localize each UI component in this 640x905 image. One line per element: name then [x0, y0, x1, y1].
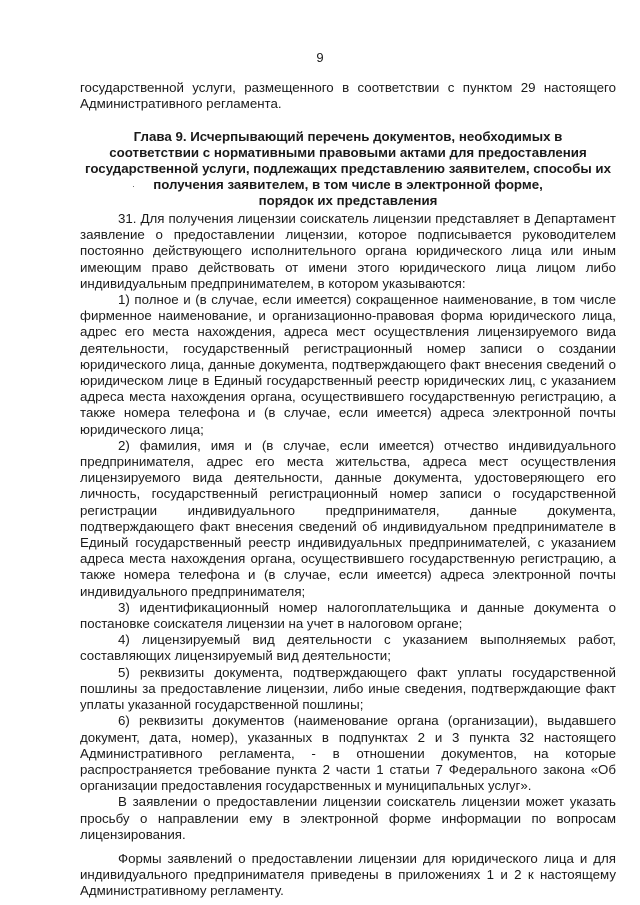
scan-speck: ·: [132, 181, 135, 191]
list-item-3: 3) идентификационный номер налогоплательщика и данные документа о постановке соискателя лицензии на учет в налоговом органе;: [80, 599, 616, 632]
list-item-6: 6) реквизиты документов (наименование органа (организации), выдавшего документ, дата, номер), указанных в подпунктах 2 и 3 пункта 32 настоящего Административного регламента, - в отношении документов, на которые распространяется требование пункта 2 части 1 статьи 7 Федерального закона «Об организации предоставления государственных и муниципальных услуг».: [80, 713, 616, 794]
list-item-5: 5) реквизиты документа, подтверждающего факт уплаты государственной пошлины за предоставление лицензии, либо иные сведения, подтверждающие факт уплаты указанной государственной пошлины;: [80, 664, 616, 713]
page-number: 9: [316, 50, 324, 65]
chapter-heading-line: Глава 9. Исчерпывающий перечень документов, необходимых в: [133, 129, 563, 144]
main-text: [80, 211, 616, 900]
application-forms-paragraph: Формы заявлений о предоставлении лицензии для юридического лица и для индивидуального предпринимателя приведены в приложениях 1 и 2 к настоящему Административному регламенту.: [80, 850, 616, 899]
intro-paragraph-block: [80, 80, 616, 112]
list-item-1: 1) полное и (в случае, если имеется) сокращенное наименование, в том числе фирменное наименование, и организационно-правовая форма юридического лица, адрес его места нахождения, адреса мест осуществления лицензируемого вида деятельности, государственный регистрационный номер записи о создании юридического лица, данные документа, подтверждающего факт внесения сведений о юридическом лице в Единый государственный реестр юридических лиц, с указанием адреса места нахождения органа, осуществившего государственную регистрацию, а также номера телефона и (в случае, если имеется) адреса электронной почты юридического лица;: [80, 292, 616, 437]
chapter-heading: [80, 129, 616, 209]
chapter-heading-line: государственной услуги, подлежащих представлению заявителем, способы их: [84, 161, 611, 176]
application-request-paragraph: В заявлении о предоставлении лицензии соискатель лицензии может указать просьбу о направлении ему в электронной форме информации по вопросам лицензирования.: [80, 794, 616, 842]
chapter-heading-line: порядок их представления: [258, 193, 438, 208]
list-item-2: 2) фамилия, имя и (в случае, если имеется) отчество индивидуального предпринимателя, адрес его места жительства, адреса мест осуществления лицензируемого вида деятельности, данные документа, удостоверяющего его личность, государственный регистрационный номер записи о государственной регистрации индивидуального предпринимателя, данные документа, подтверждающего факт внесения сведений об индивидуальном предпринимателе в Единый государственный реестр индивидуальных предпринимателей, с указанием адреса места нахождения органа, осуществившего государственную регистрацию, а также номера телефона и (в случае, если имеется) адреса электронной почты индивидуального предпринимателя;: [80, 437, 616, 599]
list-item-4: 4) лицензируемый вид деятельности с указанием выполняемых работ, составляющих лицензируемый вид деятельности;: [80, 632, 616, 664]
intro-paragraph: государственной услуги, размещенного в соответствии с пунктом 29 настоящего Административного регламента.: [80, 80, 616, 112]
paragraph-31: 31. Для получения лицензии соискатель лицензии представляет в Департамент заявление о предоставлении лицензии, которое подписывается руководителем постоянно действующего исполнительного органа юридического лица или иным имеющим право действовать от имени этого юридического лица лицом либо индивидуальным предпринимателем, в котором указываются:: [80, 211, 616, 291]
chapter-heading-line: соответствии с нормативными правовыми актами для предоставления: [109, 145, 587, 160]
chapter-heading-line: получения заявителем, в том числе в электронной форме,: [153, 177, 543, 192]
